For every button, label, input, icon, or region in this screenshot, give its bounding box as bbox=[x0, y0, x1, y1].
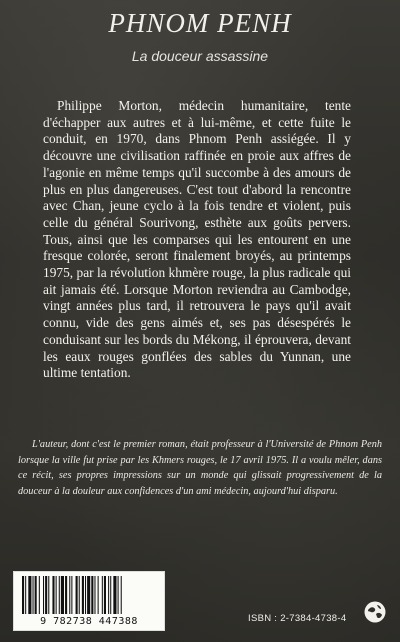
barcode-digits: 9 782738 447388 bbox=[40, 616, 138, 627]
author-note: L'auteur, dont c'est le premier roman, était professeur à l'Université de Phnom Penh lorsque la ville fut prise par les Khmers rouges, le 17 avril 1975. Il a voulu mêler, dans ce récit, ses propres impressions sur un monde qui glissait progressivement de la douceur à la douleur aux confidences d'un ami médecin, aujourd'hui disparu. bbox=[18, 439, 382, 497]
book-subtitle: La douceur assassine bbox=[131, 48, 269, 64]
isbn-number: ISBN : 2-7384-4738-4 bbox=[248, 613, 347, 624]
publisher-globe-icon bbox=[363, 600, 387, 624]
synopsis-text: Philippe Morton, médecin humanitaire, tente d'échapper aux autres et à lui-même, et cette fuite le conduit, en 1970, dans Phnom Penh assiégée. Il y découvre une civilisation raffinée en proie aux affres de l'agonie en même temps qu'il succombe à des amours de plus en plus dangereuses. C'est tout d'abord la rencontre avec Chan, jeune cyclo à la fois tendre et violent, puis celle du général Sourivong, esthète aux goûts pervers. Tous, ainsi que les comparses qui les entourent en une fresque colorée, seront finalement broyés, au printemps 1975, par la révolution khmère rouge, la plus radicale qui ait jamais été. Lorsque Morton reviendra au Cambodge, vingt années plus tard, il retrouvera le pays qu'il avait connu, vide des gens aimés et, ses pas désespérés le conduisant sur les bords du Mékong, il éprouvera, devant les eaux rouges gonflées des sables du Yunnan, une ultime tentation. bbox=[43, 98, 351, 381]
barcode bbox=[13, 571, 165, 631]
book-title: PHNOM PENH bbox=[108, 8, 292, 38]
barcode-bars bbox=[22, 576, 156, 616]
